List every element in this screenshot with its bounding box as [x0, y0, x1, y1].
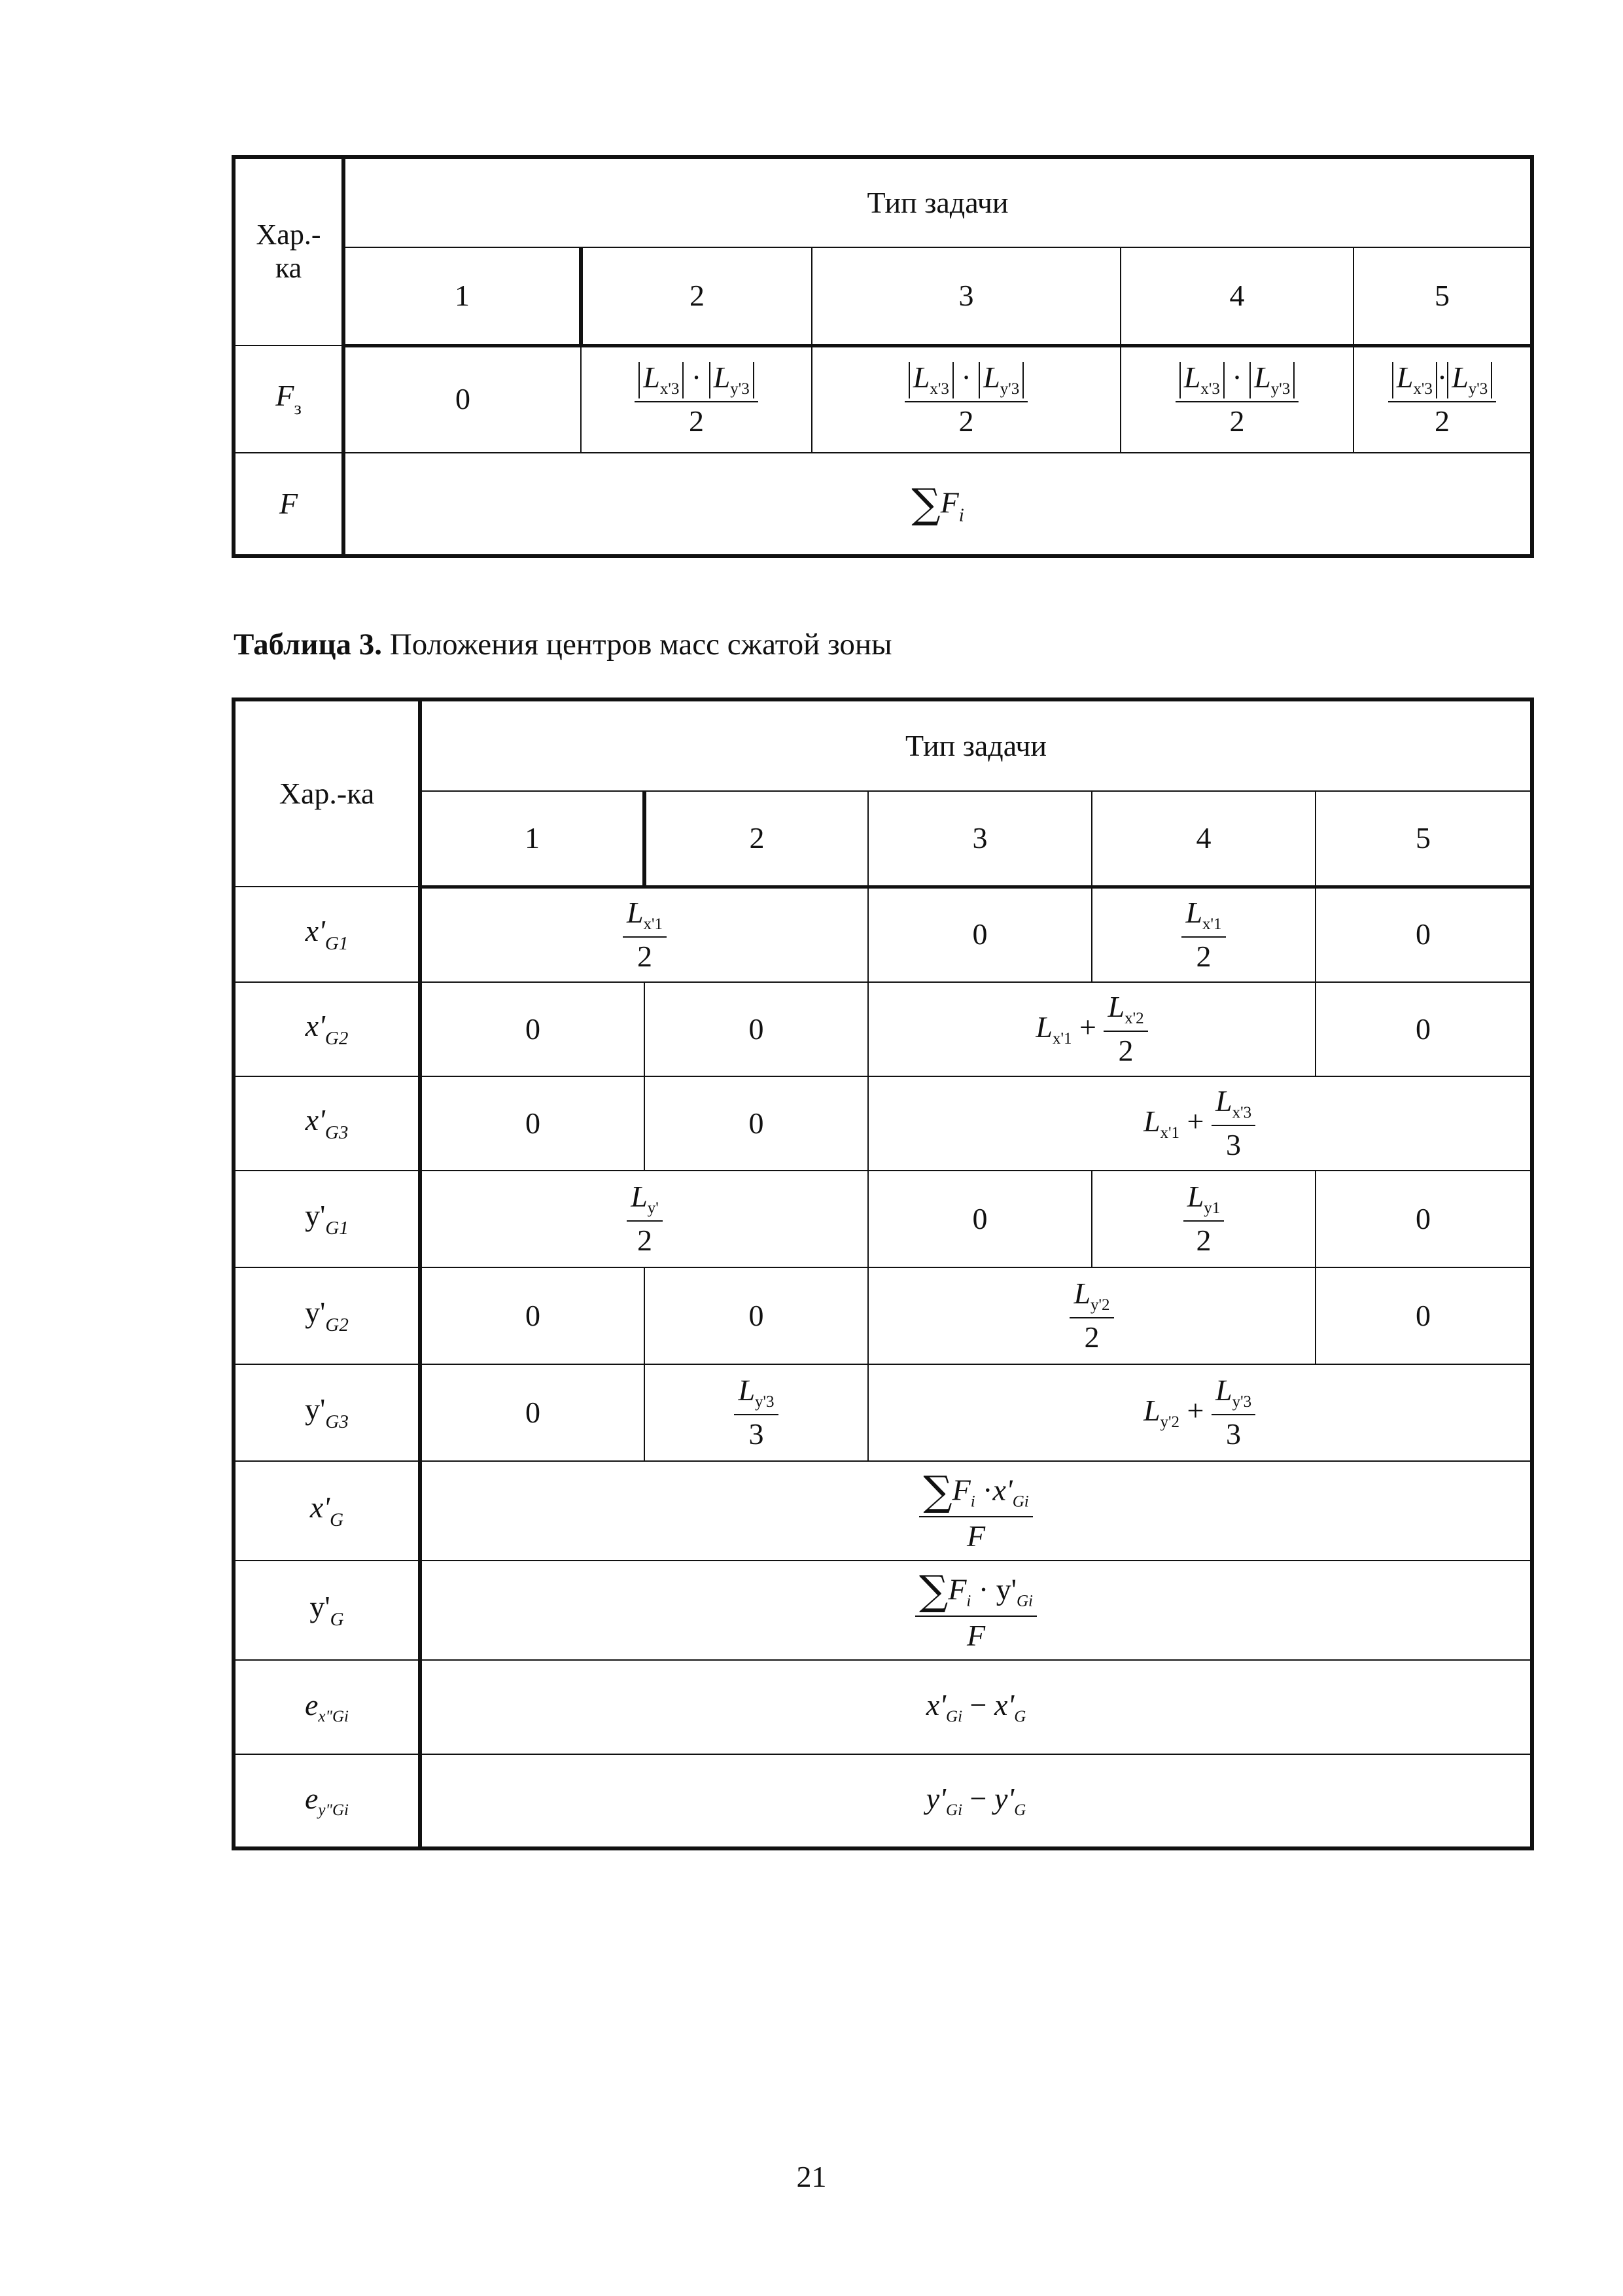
cell-f3-type4: $\frac{L_{x'3} \cdot L_{y'3}}{2}$: [1121, 345, 1353, 453]
row-label-ex: $e_{x"Gi}$: [234, 1660, 420, 1754]
caption-number: Таблица 3.: [234, 627, 383, 662]
cell-xG1-type4: $\frac{L_{x'1}}{2}$: [1092, 887, 1316, 982]
row-label-yG2: $y'_{G2}$: [234, 1267, 420, 1364]
cell-yG2-types3-4: $\frac{L_{y'2}}{2}$: [868, 1267, 1316, 1364]
cell-xG3-type2: 0: [644, 1076, 868, 1171]
row-label-xG: $x'_G$: [234, 1461, 420, 1561]
type-col-3: 3: [868, 791, 1092, 887]
type-col-5: 5: [1316, 791, 1532, 887]
cell-f3-type5: $\frac{L_{x'3} \cdot L_{y'3}}{2}$: [1353, 345, 1532, 453]
row-label-f: F: [234, 453, 343, 556]
caption-text: Положения центров масс сжатой зоны: [382, 627, 892, 662]
table-3-caption: [234, 627, 892, 662]
type-col-2: 2: [581, 247, 812, 345]
header-char-label: Хар.-ка: [256, 219, 321, 284]
cell-f3-type2: $\frac{L_{x'3} \cdot L_{y'3}}{2}$: [581, 345, 812, 453]
cell-xG3-types3-5: $L_{x'1}$ + $\frac{L_{x'3}}{3}$: [868, 1076, 1532, 1171]
cell-xG1-type3: 0: [868, 887, 1092, 982]
table-row: [234, 1267, 1532, 1364]
type-col-1: 1: [343, 247, 581, 345]
page-number: 21: [796, 2160, 827, 2193]
header-task-type: Тип задачи: [420, 699, 1532, 791]
cell-f3-type1: 0: [343, 345, 581, 453]
header-char-cell: [234, 699, 420, 887]
table-row-f: [234, 453, 1532, 556]
type-col-5: 5: [1353, 247, 1532, 345]
table-row: [234, 1561, 1532, 1660]
header-task-type: Тип задачи: [343, 157, 1532, 247]
type-col-3: 3: [812, 247, 1121, 345]
type-col-4: 4: [1121, 247, 1353, 345]
table-row: [234, 1754, 1532, 1848]
table-2-continuation: [232, 155, 1534, 558]
header-char-cell: [234, 157, 343, 345]
row-label-yG3: $y'_{G3}$: [234, 1364, 420, 1461]
cell-yG1-type5: 0: [1316, 1171, 1532, 1267]
cell-yG3-type1: 0: [420, 1364, 644, 1461]
cell-xG2-type2: 0: [644, 982, 868, 1076]
table-row: [234, 1461, 1532, 1561]
row-label-ey: $e_{y"Gi}$: [234, 1754, 420, 1848]
cell-f3-type3: $\frac{L_{x'3} \cdot L_{y'3}}{2}$: [812, 345, 1121, 453]
cell-yG1-type4: $\frac{L_{y1}}{2}$: [1092, 1171, 1316, 1267]
row-label-yG: $y'_G$: [234, 1561, 420, 1660]
cell-ex-formula: $x'_{Gi} - x'_G$: [420, 1660, 1532, 1754]
header-char-label: Хар.-ка: [279, 776, 375, 810]
cell-yG-formula: $\frac{\sum F_i \cdot y'_{Gi}}{F}$: [420, 1561, 1532, 1660]
cell-yG3-type2: $\frac{L_{y'3}}{3}$: [644, 1364, 868, 1461]
cell-xG1-type5: 0: [1316, 887, 1532, 982]
cell-xG3-type1: 0: [420, 1076, 644, 1171]
row-label-xG2: $x'_{G2}$: [234, 982, 420, 1076]
table-row: [234, 1076, 1532, 1171]
cell-yG2-type2: 0: [644, 1267, 868, 1364]
cell-yG3-types3-5: $L_{y'2}$ + $\frac{L_{y'3}}{3}$: [868, 1364, 1532, 1461]
row-label-xG1: $x'_{G1}$: [234, 887, 420, 982]
cell-yG1-types1-2: $\frac{L_{y'}}{2}$: [420, 1171, 868, 1267]
cell-xG2-type1: 0: [420, 982, 644, 1076]
cell-yG1-type3: 0: [868, 1171, 1092, 1267]
table-row: [234, 1660, 1532, 1754]
type-col-4: 4: [1092, 791, 1316, 887]
table-row: [234, 887, 1532, 982]
cell-f-sum: $\sum F_i$: [343, 453, 1532, 556]
table-3: [232, 698, 1534, 1850]
table-row: [234, 1171, 1532, 1267]
row-label-f3: $F_з$: [234, 345, 343, 453]
row-label-yG1: $y'_{G1}$: [234, 1171, 420, 1267]
cell-yG2-type1: 0: [420, 1267, 644, 1364]
cell-yG2-type5: 0: [1316, 1267, 1532, 1364]
table-row: [234, 982, 1532, 1076]
row-label-xG3: $x'_{G3}$: [234, 1076, 420, 1171]
cell-xG2-type5: 0: [1316, 982, 1532, 1076]
table-row: [234, 1364, 1532, 1461]
cell-xG1-types1-2: $\frac{L_{x'1}}{2}$: [420, 887, 868, 982]
cell-xG-formula: $\frac{\sum F_i \cdot x'_{Gi}}{F}$: [420, 1461, 1532, 1561]
table-row-f3: [234, 345, 1532, 453]
type-col-1: 1: [420, 791, 644, 887]
type-col-2: 2: [644, 791, 868, 887]
cell-xG2-types3-4: $L_{x'1}$ + $\frac{L_{x'2}}{2}$: [868, 982, 1316, 1076]
cell-ey-formula: $y'_{Gi} - y'_G$: [420, 1754, 1532, 1848]
